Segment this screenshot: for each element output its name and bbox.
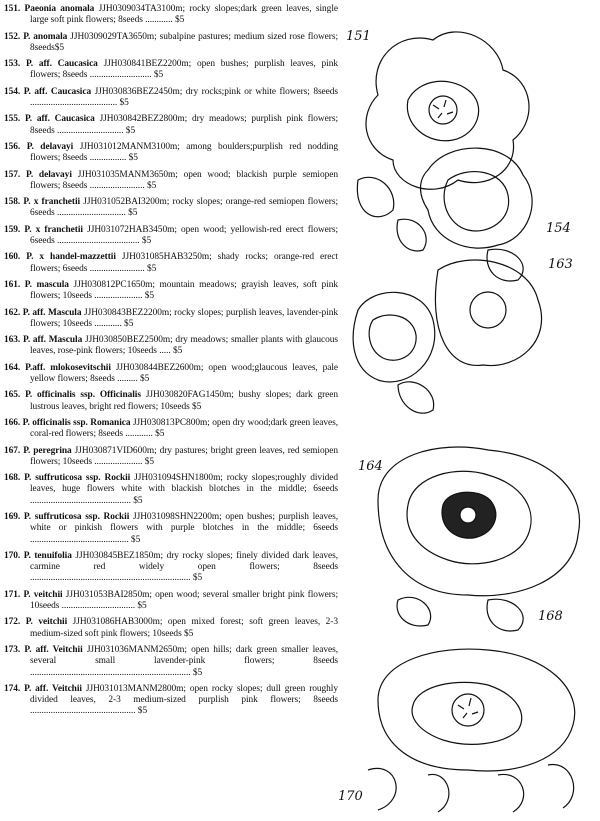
entry-species-name: P. delavayi bbox=[26, 141, 74, 152]
entry-species-name: P. officinalis ssp. Officinalis bbox=[25, 390, 141, 401]
entry-description: JJH030850BEZ2500m; dry meadows; smaller plants with glaucous leaves, rose-pink flowers; 10seeds ..... $5 bbox=[30, 335, 338, 357]
seed-catalog-list bbox=[4, 4, 338, 723]
entry-description: JJH031086HAB3000m; open mixed forest; soft green leaves, 2-3 medium-sized soft pink flowers; 10seeds $5 bbox=[30, 617, 338, 639]
entry-number: 159. bbox=[4, 224, 21, 235]
catalog-entry bbox=[4, 446, 338, 469]
entry-number: 161. bbox=[4, 279, 21, 290]
entry-description: JJH030842BEZ2800m; dry meadows; purplish pink flowers; 8seeds ............................. $5 bbox=[30, 114, 338, 136]
entry-number: 170. bbox=[4, 550, 21, 561]
entry-species-name: Paeonia anomala bbox=[24, 4, 95, 14]
entry-description: JJH031052BAI3200m; rocky slopes; orange-red semiopen flowers; 6seeds .............................. $5 bbox=[30, 197, 339, 219]
entry-species-name: P. suffruticosa ssp. Rockii bbox=[23, 511, 130, 522]
entry-number: 172. bbox=[4, 617, 21, 628]
catalog-entry bbox=[4, 197, 338, 220]
entry-description: JJH031072HAB3450m; open wood; yellowish-red erect flowers; 6seeds .................................... $5 bbox=[30, 224, 339, 247]
plate-number-label: 163 bbox=[548, 257, 573, 272]
catalog-entry bbox=[4, 170, 338, 193]
entry-description: JJH031036MANM2650m; open hills; dark green smaller leaves, several small lavender-pink flowers; 8seeds ...................................................................... $5 bbox=[30, 644, 338, 678]
entry-species-name: P. aff. Veitchii bbox=[24, 683, 82, 694]
entry-species-name: P. peregrina bbox=[23, 445, 72, 456]
peony-flower-drawing bbox=[368, 649, 575, 812]
entry-number: 158. bbox=[4, 197, 21, 208]
plate-number-label: 168 bbox=[538, 609, 563, 624]
catalog-entry bbox=[4, 114, 338, 137]
entry-description: JJH031012MANM3100m; among boulders;purplish red nodding flowers; 8seeds ................ $5 bbox=[30, 141, 338, 164]
catalog-entry bbox=[4, 308, 338, 331]
entry-number: 164. bbox=[4, 362, 21, 373]
entry-number: 156. bbox=[4, 141, 21, 152]
entry-description: JJH030841BEZ2200m; open bushes; purplish leaves, pink flowers; 8seeds ........................... $5 bbox=[30, 59, 338, 81]
entry-species-name: P. veitchii bbox=[23, 589, 63, 600]
catalog-entry bbox=[4, 645, 338, 679]
catalog-entry bbox=[4, 590, 338, 613]
peony-illustrations bbox=[338, 0, 600, 821]
entry-species-name: P. tenuifolia bbox=[23, 550, 72, 561]
peony-flower-drawing bbox=[353, 260, 541, 413]
entry-number: 171. bbox=[4, 589, 21, 600]
entry-number: 167. bbox=[4, 445, 21, 456]
entry-number: 165. bbox=[4, 390, 21, 401]
catalog-entry bbox=[4, 473, 338, 507]
entry-number: 173. bbox=[4, 644, 21, 655]
entry-number: 153. bbox=[4, 59, 21, 70]
catalog-entry bbox=[4, 512, 338, 546]
catalog-entry bbox=[4, 551, 338, 585]
entry-description: JJH030843BEZ2200m; rocky slopes; purplish leaves, lavender-pink flowers; 10seeds ............ $5 bbox=[30, 307, 339, 329]
catalog-entry bbox=[4, 363, 338, 386]
entry-species-name: P. aff. Veitchii bbox=[24, 644, 83, 655]
entry-species-name: P. aff. Mascula bbox=[22, 307, 82, 318]
catalog-entry bbox=[4, 32, 338, 55]
entry-species-name: P. x handel-mazzettii bbox=[26, 252, 116, 263]
plate-number-label: 164 bbox=[358, 459, 383, 474]
entry-number: 151. bbox=[4, 4, 21, 14]
entry-species-name: P. aff. Caucasica bbox=[23, 86, 92, 97]
entry-species-name: P. officinalis ssp. Romanica bbox=[22, 417, 131, 428]
catalog-entry bbox=[4, 87, 338, 110]
plate-number-label: 154 bbox=[546, 221, 571, 236]
catalog-entry bbox=[4, 335, 338, 358]
entry-number: 154. bbox=[4, 86, 21, 97]
entry-number: 152. bbox=[4, 31, 21, 42]
entry-description: JJH030820FAG1450m; bushy slopes; dark green lustrous leaves, bright red flowers; 10seeds $5 bbox=[30, 390, 339, 412]
entry-species-name: P. veitchii bbox=[25, 617, 68, 628]
entry-species-name: P. anomala bbox=[23, 31, 68, 42]
entry-description: JJH031053BAI2850m; open wood; several smaller bright pink flowers; 10seeds ................................ $5 bbox=[30, 589, 339, 612]
entry-number: 157. bbox=[4, 169, 21, 180]
entry-number: 169. bbox=[4, 511, 21, 522]
catalog-entry bbox=[4, 225, 338, 248]
plate-number-label: 151 bbox=[346, 29, 371, 44]
catalog-entry bbox=[4, 418, 338, 441]
entry-description: JJH030812PC1650m; mountain meadows; grayish leaves, soft pink flowers; 10seeds ..................... $5 bbox=[30, 279, 339, 302]
catalog-entry bbox=[4, 4, 338, 27]
entry-species-name: P. x franchetii bbox=[23, 197, 81, 208]
entry-description: JJH0309034TA3100m; rocky slopes;dark green leaves, single large soft pink flowers; 8seeds ............ $5 bbox=[30, 4, 338, 26]
entry-species-name: P. mascula bbox=[24, 279, 69, 290]
catalog-entry bbox=[4, 252, 338, 275]
entry-species-name: P. x franchetii bbox=[24, 224, 83, 235]
entry-description: JJH030836BEZ2450m; dry rocks;pink or white flowers; 8seeds ...................................... $5 bbox=[30, 86, 339, 109]
entry-species-name: P. aff. Mascula bbox=[23, 335, 83, 346]
entry-number: 162. bbox=[4, 307, 21, 318]
entry-number: 174. bbox=[4, 683, 21, 694]
entry-description: JJH0309029TA3650m; subalpine pastures; medium sized rose flowers; 8seeds$5 bbox=[30, 31, 339, 53]
entry-description: JJH030845BEZ1850m; dry rocky slopes; finely divided dark leaves, carmine red widely open flowers; 8seeds ...................................................................... $5 bbox=[30, 550, 338, 584]
entry-description: JJH031098SHN2200m; open bushes; purplish leaves, white or pinkish flowers with purple blotches in the middle; 6seeds ........................................... $5 bbox=[30, 511, 339, 545]
entry-description: JJH031013MANM2800m; open rocky slopes; dull green roughly divided leaves, 2-3 medium-sized purplish pink flowers; 8seeds .............................................. $5 bbox=[30, 683, 339, 717]
catalog-entry bbox=[4, 59, 338, 82]
plate-number-label: 170 bbox=[338, 789, 363, 804]
peony-flower-drawing bbox=[378, 447, 580, 631]
catalog-entry bbox=[4, 390, 338, 413]
entry-number: 160. bbox=[4, 252, 21, 263]
entry-number: 155. bbox=[4, 114, 21, 125]
entry-species-name: P. aff. Caucasica bbox=[25, 59, 98, 70]
catalog-entry bbox=[4, 617, 338, 640]
entry-species-name: P. delavayi bbox=[26, 169, 72, 180]
entry-description: JJH031094SHN1800m; rocky slopes;roughly divided leaves, huge flowers white with blackish blotches in the middle; 6seeds ............................................ $5 bbox=[30, 473, 339, 506]
entry-description: JJH031085HAB3250m; shady rocks; orange-red erect flowers; 6seeds ........................ $5 bbox=[30, 252, 339, 274]
entry-description: JJH030844BEZ2600m; open wood;glaucous leaves, pale yellow flowers; 8seeds ......... $5 bbox=[30, 362, 339, 385]
entry-species-name: P.aff. mlokosevitschii bbox=[25, 362, 111, 373]
entry-description: JJH030813PC800m; open dry wood;dark green leaves, coral-red flowers; 8seeds ............ $5 bbox=[30, 417, 338, 440]
entry-number: 166. bbox=[4, 417, 21, 428]
peony-flower-drawing bbox=[366, 32, 529, 189]
catalog-entry bbox=[4, 280, 338, 303]
entry-number: 163. bbox=[4, 335, 21, 346]
entry-number: 168. bbox=[4, 473, 21, 484]
entry-description: JJH031035MANM3650m; open wood; blackish purple semiopen flowers; 8seeds ........................ $5 bbox=[30, 169, 339, 191]
catalog-entry bbox=[4, 684, 338, 718]
catalog-entry bbox=[4, 142, 338, 165]
entry-species-name: P. suffruticosa ssp. Rockii bbox=[24, 473, 131, 484]
entry-species-name: P. aff. Caucasica bbox=[24, 114, 95, 125]
entry-description: JJH030871VID600m; dry pastures; bright green leaves, red semiopen flowers; 10seeds ..................... $5 bbox=[30, 445, 339, 467]
